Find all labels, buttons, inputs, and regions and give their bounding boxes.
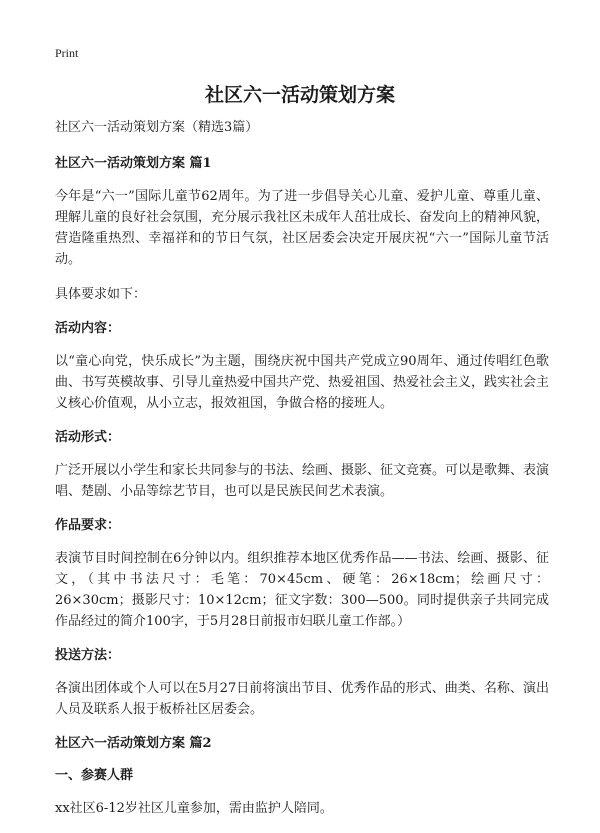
works-requirements-heading: 作品要求： [55,518,121,533]
article-body [55,118,549,833]
article1-heading: 社区六一活动策划方案 篇1 [55,156,212,171]
document-subtitle: 社区六一活动策划方案（精选3篇） [55,120,259,135]
requirements-intro: 具体要求如下： [55,287,147,302]
submission-text: 各演出团体或个人可以在5月27日前将演出节目、优秀作品的形式、曲类、名称、演出人员及联系人报于板桥社区居委会。 [55,681,549,717]
activity-content-heading: 活动内容： [55,321,121,336]
participants-text: xx社区6-12岁社区儿童参加，需由监护人陪同。 [55,801,333,816]
activity-content-text: 以“童心向党，快乐成长”为主题，围绕庆祝中国共产党成立90周年、通过传唱红色歌曲、书写英模故事、引导儿童热爱中国共产党、热爱祖国、热爱社会主义，践实社会主义核心价值观，从小立志，报效祖国，争做合格的接班人。 [55,354,550,411]
works-requirements-text: 表演节目时间控制在6分钟以内。组织推荐本地区优秀作品——书法、绘画、摄影、征文，（其中书法尺寸：毛笔：70×45cm、硬笔：26×18cm；绘画尺寸：26×30cm；摄影尺寸：10×12cm；征文字数：300—500。同时提供亲子共同完成作品经过的简介100字，于5月28日前报市妇联儿童工作部。） [55,551,549,629]
activity-form-text: 广泛开展以小学生和家长共同参与的书法、绘画、摄影、征文竞赛。可以是歌舞、表演唱、楚剧、小品等综艺节目，也可以是民族民间艺术表演。 [55,463,550,499]
article2-heading: 社区六一活动策划方案 篇2 [55,736,212,751]
print-link[interactable]: Print [55,46,79,60]
submission-heading: 投送方法： [55,648,121,663]
participants-heading: 一、参赛人群 [55,768,134,783]
article1-intro: 今年是“六一”国际儿童节62周年。为了进一步倡导关心儿童、爱护儿童、尊重儿童、理解儿童的良好社会氛围，充分展示我社区未成年人茁壮成长、奋发向上的精神风貌，营造隆重热烈、幸福祥和的节日气氛，社区居委会决定开展庆祝“六一”国际儿童节活动。 [55,189,550,267]
page-title: 社区六一活动策划方案 [204,84,395,106]
activity-form-heading: 活动形式： [55,430,121,445]
